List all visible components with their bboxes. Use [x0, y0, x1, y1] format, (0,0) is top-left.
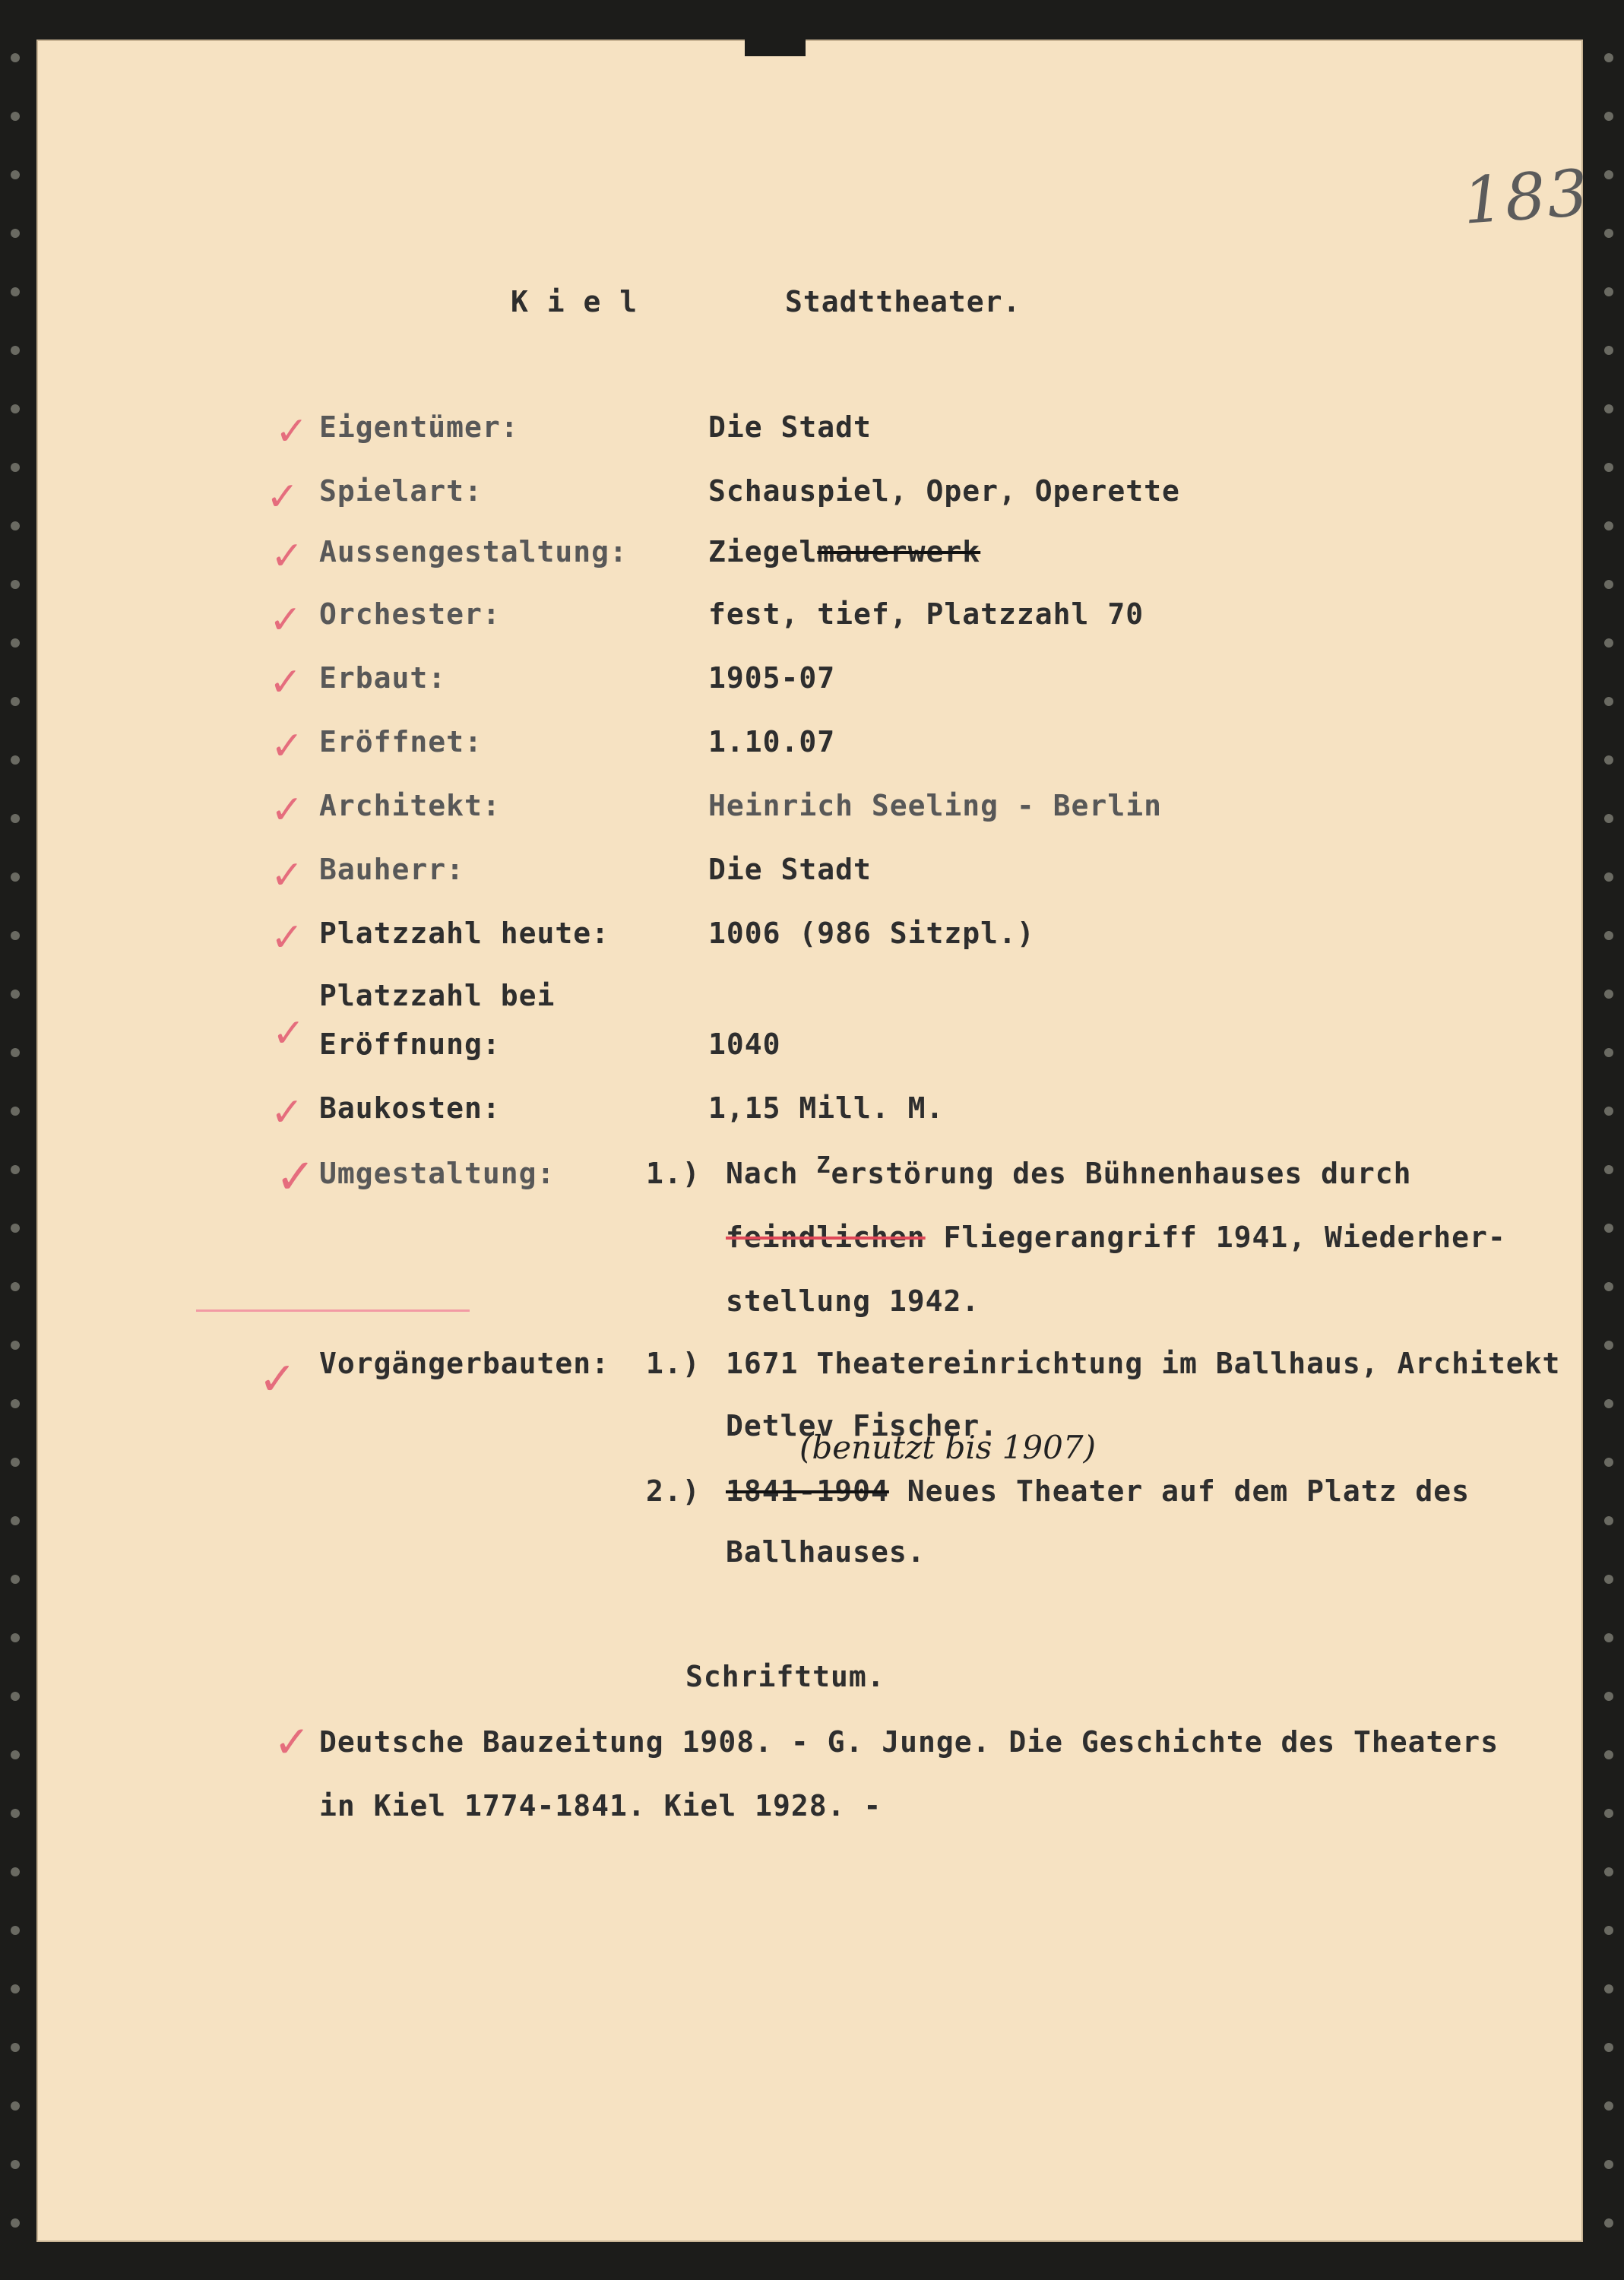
vorgaenger-item2-num: 2.) — [646, 1474, 701, 1508]
binding-hole — [1604, 638, 1613, 648]
binding-hole — [1604, 1692, 1613, 1701]
binding-hole — [11, 287, 20, 296]
binding-hole — [1604, 521, 1613, 530]
binding-hole — [11, 931, 20, 940]
binding-hole — [1604, 1575, 1613, 1584]
binding-hole — [11, 1048, 20, 1057]
check-mark-icon: ✓ — [271, 724, 304, 769]
check-mark-icon: ✓ — [271, 787, 304, 833]
binding-hole — [1604, 2101, 1613, 2111]
binding-hole — [1604, 1341, 1613, 1350]
vorgaenger-item1-num: 1.) — [646, 1347, 701, 1380]
vorgaenger-label: Vorgängerbauten: — [319, 1347, 610, 1380]
vorgaenger-item1-line2: Detlev Fischer. — [726, 1409, 999, 1442]
binding-hole — [1604, 1750, 1613, 1759]
binding-hole — [11, 1341, 20, 1350]
binding-hole — [11, 2101, 20, 2111]
header-city: K i e l — [511, 285, 638, 318]
field-value-platzzahl-heute: 1006 (986 Sitzpl.) — [708, 917, 1035, 950]
struck-word: feindlichen — [726, 1221, 926, 1254]
umgestaltung-num: 1.) — [646, 1157, 701, 1190]
check-mark-icon: ✓ — [258, 1353, 297, 1406]
field-label-bauherr: Bauherr: — [319, 853, 465, 886]
umgestaltung-line2 — [726, 1221, 1506, 1254]
binding-hole — [1604, 872, 1613, 882]
check-mark-icon: ✓ — [275, 1149, 316, 1205]
check-mark-icon: ✓ — [269, 597, 302, 643]
field-label-spielart: Spielart: — [319, 474, 483, 508]
right-binding-holes — [1594, 0, 1624, 2280]
binding-hole — [11, 1516, 20, 1525]
umgestaltung-line3: stellung 1942. — [726, 1284, 980, 1318]
binding-hole — [1604, 1224, 1613, 1233]
binding-hole — [11, 1224, 20, 1233]
binding-hole — [11, 170, 20, 179]
binding-hole — [11, 2043, 20, 2052]
binding-hole — [1604, 814, 1613, 823]
binding-hole — [1604, 287, 1613, 296]
schrifttum-line1: Deutsche Bauzeitung 1908. - G. Junge. Die Geschichte des Theaters — [319, 1725, 1499, 1759]
binding-hole — [11, 521, 20, 530]
field-label-orchester: Orchester: — [319, 597, 501, 631]
check-mark-icon: ✓ — [274, 1716, 311, 1768]
binding-hole — [11, 112, 20, 121]
inserted-letter: Z — [816, 1152, 831, 1179]
field-value-eigentuemer: Die Stadt — [708, 410, 872, 444]
text-segment: erstörung des Bühnenhauses durch — [831, 1157, 1412, 1190]
field-value-eroeffnet: 1.10.07 — [708, 725, 836, 758]
binding-hole — [1604, 229, 1613, 238]
binding-hole — [1604, 1165, 1613, 1174]
binding-hole — [1604, 53, 1613, 62]
binding-hole — [11, 755, 20, 765]
binding-hole — [1604, 990, 1613, 999]
binding-hole — [11, 1867, 20, 1876]
document-page — [36, 40, 1583, 2242]
field-label-baukosten: Baukosten: — [319, 1091, 501, 1125]
field-value-bauherr: Die Stadt — [708, 853, 872, 886]
vorgaenger-item2-line1 — [726, 1474, 1470, 1508]
binding-hole — [1604, 2043, 1613, 2052]
field-value-spielart: Schauspiel, Oper, Operette — [708, 474, 1180, 508]
header-title: Stadttheater. — [785, 285, 1021, 318]
check-mark-icon: ✓ — [275, 409, 309, 454]
binding-hole — [11, 1458, 20, 1467]
field-value-orchester: fest, tief, Platzzahl 70 — [708, 597, 1144, 631]
binding-hole — [11, 1750, 20, 1759]
check-mark-icon: ✓ — [271, 534, 304, 579]
binding-hole — [11, 2160, 20, 2169]
binding-hole — [11, 1282, 20, 1291]
binding-hole — [1604, 697, 1613, 706]
binding-hole — [1604, 2160, 1613, 2169]
field-value-erbaut: 1905-07 — [708, 661, 836, 695]
binding-hole — [11, 872, 20, 882]
binding-hole — [11, 346, 20, 355]
binding-hole — [1604, 1516, 1613, 1525]
binding-hole — [11, 990, 20, 999]
binding-hole — [1604, 1809, 1613, 1818]
field-label-architekt: Architekt: — [319, 789, 501, 822]
binding-hole — [1604, 580, 1613, 589]
binding-hole — [1604, 1984, 1613, 1993]
value-kept: Ziegel — [708, 535, 818, 568]
binding-hole — [1604, 755, 1613, 765]
binding-hole — [11, 814, 20, 823]
vorgaenger-item1-line1: 1671 Theatereinrichtung im Ballhaus, Architekt — [726, 1347, 1561, 1380]
page-number: 183 — [1460, 155, 1592, 239]
binding-hole — [11, 1399, 20, 1408]
binding-hole — [11, 404, 20, 413]
binding-hole — [1604, 931, 1613, 940]
text-segment: Fliegerangriff 1941, Wiederher- — [925, 1221, 1506, 1254]
field-label-aussengestaltung: Aussengestaltung: — [319, 535, 628, 568]
umgestaltung-label: Umgestaltung: — [319, 1157, 556, 1190]
value-struck: mauerwerk — [817, 535, 981, 568]
binding-hole — [11, 1107, 20, 1116]
binding-hole — [1604, 1399, 1613, 1408]
field-label-platzzahl-heute: Platzzahl heute: — [319, 917, 610, 950]
binding-hole — [1604, 463, 1613, 472]
binding-hole — [1604, 1107, 1613, 1116]
struck-years: 1841-1904 — [726, 1474, 889, 1508]
binding-hole — [1604, 404, 1613, 413]
binding-hole — [1604, 346, 1613, 355]
top-notch — [745, 40, 806, 56]
binding-hole — [11, 463, 20, 472]
binding-hole — [11, 1809, 20, 1818]
field-label-eroeffnung: Eröffnung: — [319, 1028, 501, 1061]
field-value-platzzahl-eroeffnung: 1040 — [708, 1028, 781, 1061]
binding-hole — [11, 53, 20, 62]
text-segment: Neues Theater auf dem Platz des — [888, 1474, 1470, 1508]
field-label-erbaut: Erbaut: — [319, 661, 447, 695]
schrifttum-heading: Schrifttum. — [685, 1660, 885, 1693]
check-mark-icon: ✓ — [271, 1090, 304, 1135]
field-value-aussengestaltung — [708, 535, 980, 568]
text-segment: Nach — [726, 1157, 817, 1190]
binding-hole — [11, 1575, 20, 1584]
binding-hole — [1604, 1458, 1613, 1467]
binding-hole — [1604, 1867, 1613, 1876]
field-value-architekt: Heinrich Seeling - Berlin — [708, 789, 1162, 822]
field-label-eigentuemer: Eigentümer: — [319, 410, 519, 444]
binding-hole — [1604, 170, 1613, 179]
check-mark-icon: ✓ — [269, 660, 302, 705]
schrifttum-line2: in Kiel 1774-1841. Kiel 1928. - — [319, 1789, 882, 1822]
field-label-platzzahl-bei: Platzzahl bei — [319, 979, 556, 1012]
umgestaltung-line1 — [726, 1152, 1412, 1190]
binding-hole — [1604, 1282, 1613, 1291]
check-mark-icon: ✓ — [272, 1011, 305, 1056]
left-binding-holes — [0, 0, 30, 2280]
binding-hole — [1604, 112, 1613, 121]
red-divider-line — [196, 1309, 470, 1312]
binding-hole — [11, 1633, 20, 1642]
binding-hole — [11, 2218, 20, 2228]
field-value-baukosten: 1,15 Mill. M. — [708, 1091, 945, 1125]
binding-hole — [11, 1926, 20, 1935]
binding-hole — [11, 697, 20, 706]
vorgaenger-item2-line2: Ballhauses. — [726, 1535, 926, 1569]
binding-hole — [11, 229, 20, 238]
binding-hole — [11, 638, 20, 648]
check-mark-icon: ✓ — [266, 474, 299, 520]
check-mark-icon: ✓ — [271, 915, 304, 961]
binding-hole — [1604, 1633, 1613, 1642]
binding-hole — [11, 580, 20, 589]
binding-hole — [1604, 2218, 1613, 2228]
binding-hole — [11, 1165, 20, 1174]
check-mark-icon: ✓ — [271, 853, 304, 898]
handwritten-note: (benutzt bis 1907) — [799, 1429, 1096, 1466]
binding-hole — [11, 1984, 20, 1993]
field-label-eroeffnet: Eröffnet: — [319, 725, 483, 758]
binding-hole — [11, 1692, 20, 1701]
binding-hole — [1604, 1048, 1613, 1057]
binding-hole — [1604, 1926, 1613, 1935]
